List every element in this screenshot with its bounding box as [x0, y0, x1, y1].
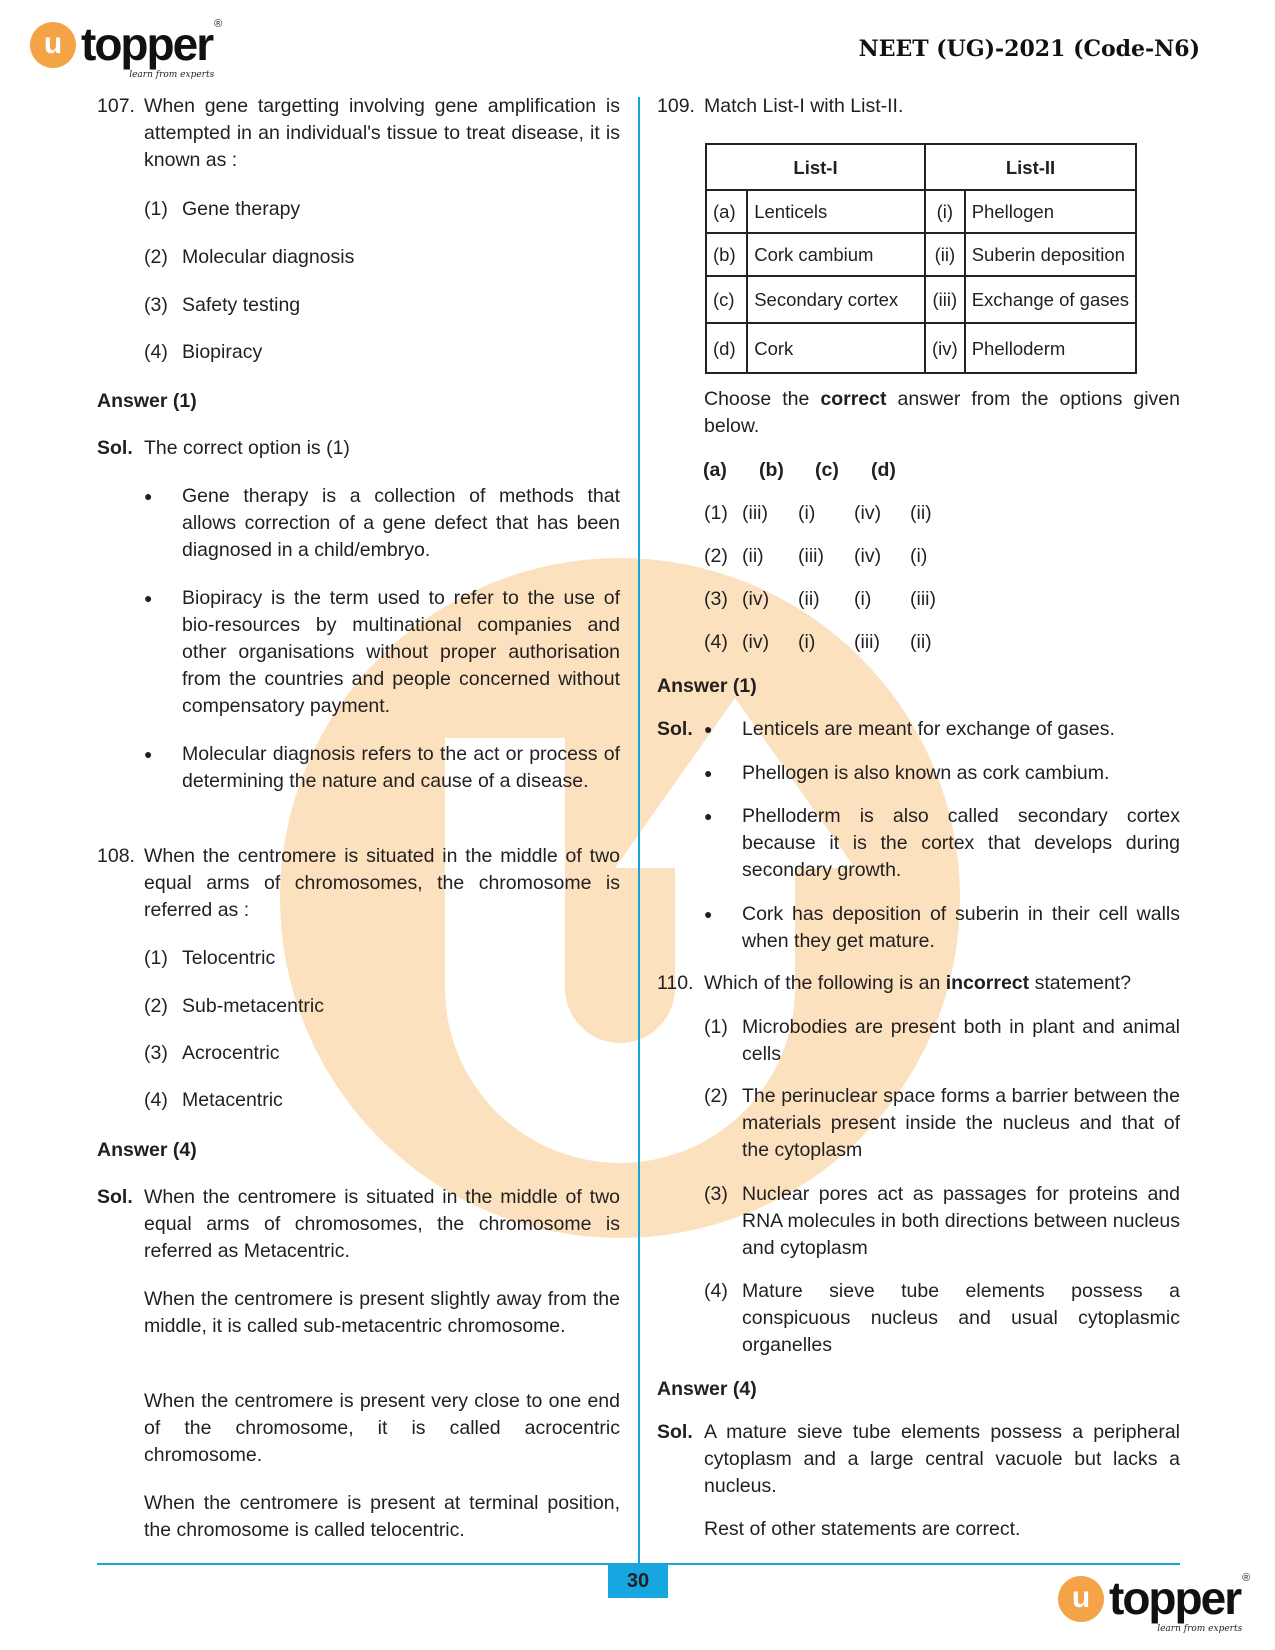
- table-cell: Suberin deposition: [965, 233, 1136, 276]
- question-108: [97, 843, 620, 924]
- bullet-text: Phelloderm is also called secondary cortex because it is the cortex that develops during secondary growth.: [742, 805, 1180, 881]
- bullet-icon: ●: [144, 590, 153, 606]
- sol-label: Sol.: [97, 1186, 133, 1208]
- table-cell: (c): [706, 276, 747, 323]
- bullet-icon: ●: [704, 765, 713, 781]
- option: [144, 993, 324, 1020]
- option-cell: (i): [854, 588, 872, 610]
- option-cell: (iii): [742, 502, 768, 524]
- bullet: [144, 585, 620, 720]
- option: [144, 196, 300, 223]
- option-cell: (iii): [798, 545, 824, 567]
- bullet-text: Molecular diagnosis refers to the act or process of determining the nature and cause of a disease.: [182, 743, 620, 792]
- table-cell: (iv): [925, 323, 965, 373]
- col-label: (c): [815, 459, 839, 481]
- option-text: Acrocentric: [182, 1042, 280, 1064]
- option-cell: (iv): [854, 545, 882, 567]
- solution-text: The correct option is (1): [144, 437, 350, 459]
- option-number: (1): [704, 502, 728, 524]
- question-text: [704, 970, 1131, 997]
- option-number: (4): [704, 1280, 728, 1302]
- question-110: [657, 970, 1180, 997]
- option-number: (3): [704, 1183, 728, 1205]
- logo-text: topper: [1109, 1572, 1241, 1624]
- question-number: 109.: [657, 95, 695, 117]
- option-number: (1): [144, 198, 168, 220]
- header-logo: [30, 18, 223, 80]
- solution: [657, 1419, 1180, 1500]
- footer-logo: [1058, 1572, 1251, 1634]
- option-number: (3): [144, 294, 168, 316]
- bullet-text: Lenticels are meant for exchange of gases.: [742, 718, 1115, 740]
- table-cell: Cork cambium: [747, 233, 925, 276]
- bullet: [144, 483, 620, 564]
- bullet-text: Cork has deposition of suberin in their cell walls when they get mature.: [742, 903, 1180, 952]
- solution-paragraph: When the centromere is present at terminal position, the chromosome is called telocentric.: [144, 1492, 620, 1541]
- option: [144, 945, 275, 972]
- bullet-icon: ●: [144, 746, 153, 762]
- option-text: Safety testing: [182, 294, 301, 316]
- solution-paragraph: When the centromere is present slightly away from the middle, it is called sub-metacentric chromosome.: [144, 1288, 620, 1337]
- solution: [97, 1184, 620, 1265]
- table-cell: Secondary cortex: [747, 276, 925, 323]
- option-number: (4): [144, 341, 168, 363]
- col-label: (d): [871, 459, 896, 481]
- option-text: Gene therapy: [182, 198, 301, 220]
- option-cell: (iv): [742, 588, 770, 610]
- bullet-text: Gene therapy is a collection of methods that allows correction of a gene defect that has been diagnosed in a child/embryo.: [182, 485, 620, 561]
- option-text: Sub-metacentric: [182, 995, 324, 1017]
- answer: Answer (4): [657, 1378, 757, 1400]
- question-text: When gene targetting involving gene amplification is attempted in an individual's tissue to treat disease, it is known as :: [144, 95, 620, 171]
- solution-text: When the centromere is situated in the middle of two equal arms of chromosomes, the chromosome is referred as Metacentric.: [144, 1186, 620, 1262]
- bullet-icon: ●: [704, 721, 713, 737]
- option: [704, 1014, 1180, 1068]
- option: [704, 1181, 1180, 1262]
- question-text: Match List-I with List-II.: [704, 95, 904, 117]
- solution: [97, 435, 620, 462]
- question-text-part: statement?: [1029, 972, 1132, 994]
- table-cell: Phellogen: [965, 190, 1136, 233]
- option: [704, 1278, 1180, 1359]
- instruction-emphasis: correct: [820, 388, 887, 410]
- option-cell: (iii): [910, 588, 936, 610]
- option-cell: (i): [798, 631, 816, 653]
- options-header: [703, 457, 927, 484]
- option: [704, 1083, 1180, 1164]
- option-cell: (i): [910, 545, 928, 567]
- sol-label: Sol.: [657, 1421, 693, 1443]
- solution-paragraph: Rest of other statements are correct.: [704, 1518, 1021, 1540]
- option-cell: (iv): [742, 631, 770, 653]
- option-cell: (ii): [910, 502, 932, 524]
- registered-mark: ®: [214, 18, 223, 30]
- option-text: Metacentric: [182, 1089, 283, 1111]
- option: [144, 244, 354, 271]
- table-cell: Lenticels: [747, 190, 925, 233]
- logo-tagline: learn from experts: [1157, 1624, 1243, 1634]
- solution-text: A mature sieve tube elements possess a peripheral cytoplasm and a large central vacuole but lacks a nucleus.: [704, 1421, 1180, 1497]
- option-number: (2): [704, 545, 728, 567]
- question-number: 107.: [97, 95, 135, 117]
- choose-instruction: [704, 386, 1180, 440]
- question-text: When the centromere is situated in the middle of two equal arms of chromosomes, the chromosome is referred as :: [144, 845, 620, 921]
- answer: Answer (4): [97, 1139, 197, 1161]
- page-title: NEET (UG)-2021 (Code-N6): [858, 36, 1200, 62]
- option-number: (1): [144, 947, 168, 969]
- option-cell: (ii): [798, 588, 820, 610]
- option-cell: (iv): [854, 502, 882, 524]
- table-cell: (a): [706, 190, 747, 233]
- table-row: [706, 233, 1136, 276]
- registered-mark: ®: [1242, 1572, 1251, 1584]
- instruction-text: Choose the: [704, 388, 821, 410]
- col-label: (a): [703, 459, 727, 481]
- sol-label: Sol.: [657, 718, 693, 740]
- bullet-icon: ●: [704, 906, 713, 922]
- page-number: 30: [608, 1565, 668, 1598]
- question-109: [657, 93, 1180, 120]
- option-number: (2): [144, 995, 168, 1017]
- option-text: Biopiracy: [182, 341, 263, 363]
- option-number: (2): [704, 1085, 728, 1107]
- options-list: [704, 500, 1104, 656]
- table-header: List-I: [706, 144, 925, 190]
- option: [144, 339, 262, 366]
- bullet-text: Phellogen is also known as cork cambium.: [742, 762, 1110, 784]
- option: [144, 292, 300, 319]
- logo-text: topper: [81, 18, 213, 70]
- table-cell: (b): [706, 233, 747, 276]
- option-cell: (ii): [910, 631, 932, 653]
- option: [144, 1087, 283, 1114]
- table-cell: Phelloderm: [965, 323, 1136, 373]
- option-text: Nuclear pores act as passages for proteins and RNA molecules in both directions between nucleus and cytoplasm: [742, 1183, 1180, 1259]
- table-row: [706, 190, 1136, 233]
- col-label: (b): [759, 459, 784, 481]
- option-cell: (iii): [854, 631, 880, 653]
- table-cell: Cork: [747, 323, 925, 373]
- question-107: [97, 93, 620, 174]
- option-text: Microbodies are present both in plant and animal cells: [742, 1016, 1180, 1065]
- table-cell: (ii): [925, 233, 965, 276]
- option: [144, 1040, 280, 1067]
- table-cell: Exchange of gases: [965, 276, 1136, 323]
- answer: Answer (1): [657, 675, 757, 697]
- option-number: (3): [144, 1042, 168, 1064]
- bullet-icon: ●: [704, 808, 713, 824]
- option-text: Telocentric: [182, 947, 276, 969]
- option-number: (4): [704, 631, 728, 653]
- option-number: (3): [704, 588, 728, 610]
- option-number: (4): [144, 1089, 168, 1111]
- logo-u-icon: u: [1058, 1576, 1104, 1622]
- logo-u-icon: u: [30, 22, 76, 68]
- match-table: [705, 143, 1137, 374]
- bullet: [144, 741, 620, 795]
- bullet-icon: ●: [144, 488, 153, 504]
- sol-label: Sol.: [97, 437, 133, 459]
- table-cell: (i): [925, 190, 965, 233]
- instruction-text: answer from the options given below.: [704, 388, 1180, 437]
- table-cell: (d): [706, 323, 747, 373]
- solution-paragraph: When the centromere is present very close to one end of the chromosome, it is called acrocentric chromosome.: [144, 1390, 620, 1466]
- table-row: [706, 323, 1136, 373]
- table-header: List-II: [925, 144, 1136, 190]
- table-cell: (iii): [925, 276, 965, 323]
- question-number: 108.: [97, 845, 135, 867]
- column-divider: [638, 97, 640, 1565]
- bullet-text: Biopiracy is the term used to refer to the use of bio-resources by multinational companies and other organisations without proper authorisation from the countries and people concerned without compensatory payment.: [182, 587, 620, 717]
- question-text-part: Which of the following is an: [704, 972, 946, 994]
- answer: Answer (1): [97, 390, 197, 412]
- table-row: [706, 276, 1136, 323]
- option-number: (1): [704, 1016, 728, 1038]
- option-text: Mature sieve tube elements possess a conspicuous nucleus and usual cytoplasmic organelles: [742, 1280, 1180, 1356]
- option-cell: (ii): [742, 545, 764, 567]
- question-number: 110.: [657, 972, 694, 994]
- question-emphasis: incorrect: [945, 972, 1030, 994]
- option-number: (2): [144, 246, 168, 268]
- option-cell: (i): [798, 502, 816, 524]
- option-text: The perinuclear space forms a barrier between the materials present inside the nucleus and that of the cytoplasm: [742, 1085, 1180, 1161]
- logo-tagline: learn from experts: [129, 70, 215, 80]
- option-text: Molecular diagnosis: [182, 246, 355, 268]
